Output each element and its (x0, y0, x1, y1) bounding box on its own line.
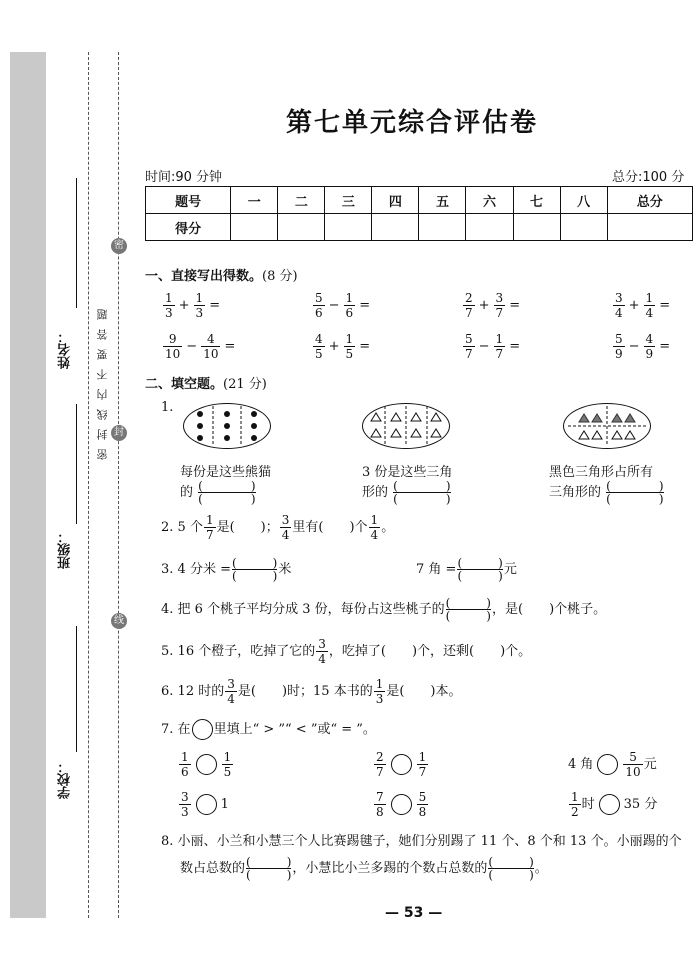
panda-icon (184, 404, 270, 448)
fraction: $\frac{1}{7}$ (205, 513, 214, 542)
compare-unit: 元 (643, 757, 657, 772)
score-table (145, 186, 693, 241)
score-input-cell[interactable] (607, 214, 692, 241)
q8-text: 。 (534, 861, 548, 876)
seal-xian-icon: 线 (111, 613, 127, 629)
circle-icon (192, 719, 213, 740)
name-write-line (76, 178, 77, 308)
q4-number: 4. (161, 602, 174, 617)
q8-number: 8. (161, 834, 174, 849)
q1a-text2: 的 (180, 485, 194, 500)
compare-circle[interactable] (196, 754, 217, 775)
fraction: $\frac{2}{7}$ (465, 291, 473, 320)
score-input-cell[interactable] (466, 214, 513, 241)
q7-text: 里填上“ > ”“ < ”或“ = ”。 (213, 722, 376, 737)
table-cell: 题号 (146, 187, 231, 214)
binding-note: 密封线内不要答题 (96, 300, 109, 460)
equals-sign: = (659, 339, 671, 354)
score-table-score-row (146, 214, 693, 241)
q4-text: 把 6 个桃子平均分成 3 份，每份占这些桃子的 (177, 602, 445, 617)
table-cell: 得分 (146, 214, 231, 241)
q7-number: 7. (161, 722, 174, 737)
q3a-unit: 米 (278, 562, 292, 577)
q8-text: ，小慧比小兰多踢的个数占总数的 (292, 861, 488, 876)
table-cell: 总分 (607, 187, 692, 214)
arith-problem (462, 292, 560, 319)
q6-text: 是( )时；15 本书的 (237, 684, 373, 699)
dashed-line (88, 52, 89, 918)
compare-text: 35 分 (623, 797, 658, 812)
dashed-line (118, 52, 119, 918)
score-input-cell[interactable] (372, 214, 419, 241)
operator: − (628, 339, 640, 354)
fraction: $\frac{5}{6}$ (315, 291, 323, 320)
q3a-text: 4 分米 = (177, 562, 231, 577)
operator: + (628, 298, 640, 313)
q3-number: 3. (161, 562, 174, 577)
q1a-line2 (180, 480, 257, 505)
arith-problem (312, 292, 410, 319)
section-title: 一、直接写出得数。 (145, 269, 263, 284)
q4 (161, 597, 606, 622)
triangle-icon (363, 404, 449, 448)
school-write-line (76, 626, 77, 752)
fraction: $\frac{3}{4}$ (227, 677, 235, 706)
score-input-cell[interactable] (560, 214, 607, 241)
arith-problem (162, 333, 275, 360)
fraction: $\frac{3}{7}$ (495, 291, 504, 320)
table-cell: 四 (372, 187, 419, 214)
fraction: $\frac{1}{7}$ (418, 750, 427, 779)
fraction: $\frac{5}{7}$ (465, 332, 473, 361)
table-cell: 三 (325, 187, 372, 214)
answer-fraction-blank[interactable]: ( ) ( ) (393, 479, 451, 506)
answer-fraction-blank[interactable]: ( ) ( ) (457, 556, 503, 583)
q2 (161, 514, 394, 541)
section-title: 二、填空题。 (145, 377, 224, 392)
compare-circle[interactable] (391, 754, 412, 775)
q1b-text2: 形的 (362, 485, 389, 500)
q5-text: ，吃掉了( )个，还剩( )个。 (328, 644, 532, 659)
equals-sign: = (509, 298, 521, 313)
fraction: $\frac{1}{3}$ (195, 291, 204, 320)
fraction: $\frac{3}{4}$ (318, 637, 326, 666)
table-cell: 二 (278, 187, 325, 214)
fraction: $\frac{1}{6}$ (345, 291, 354, 320)
q6-text: 是( )本。 (386, 684, 462, 699)
arith-problem (312, 333, 410, 360)
equals-sign: = (359, 339, 371, 354)
q1c-text2: 三角形的 (549, 485, 602, 500)
q1b-text1: 3 份是这些三角 (362, 465, 453, 480)
black-triangle-oval-figure (563, 403, 651, 449)
q5 (161, 638, 531, 665)
score-input-cell[interactable] (419, 214, 466, 241)
answer-fraction-blank[interactable]: ( ) ( ) (606, 479, 664, 506)
compare-item (568, 791, 657, 818)
compare-circle[interactable] (597, 754, 618, 775)
operator: − (478, 339, 490, 354)
equals-sign: = (659, 298, 671, 313)
section-points: (8 分) (262, 269, 298, 284)
q1b-line2 (362, 480, 452, 505)
name-label: 姓名： (58, 330, 73, 369)
exam-time: 时间:90 分钟 (145, 170, 223, 185)
q1c-text1: 黑色三角形占所有 (549, 465, 654, 480)
q6-text: 12 时的 (177, 684, 225, 699)
q1-number: 1. (161, 400, 174, 415)
q3b-text: 7 角 = (416, 562, 457, 577)
section2-heading (145, 373, 267, 392)
seal-mi-icon: 密 (111, 238, 127, 254)
fraction: $\frac{1}{3}$ (375, 677, 384, 706)
compare-item (373, 751, 429, 778)
fraction: $\frac{1}{6}$ (181, 750, 189, 779)
q6 (161, 678, 462, 705)
panda-oval-figure (183, 403, 271, 449)
fraction: $\frac{1}{5}$ (345, 332, 354, 361)
equals-sign: = (224, 339, 236, 354)
q3a (161, 557, 291, 582)
q7-text: 在 (177, 722, 191, 737)
q4-text: ，是( )个桃子。 (492, 602, 607, 617)
q2-text: 是( )； (216, 520, 279, 535)
fraction: $\frac{9}{10}$ (165, 332, 181, 361)
school-label: 学校： (58, 760, 73, 799)
compare-item (178, 751, 234, 778)
q7 (161, 718, 376, 740)
q3b-unit: 元 (503, 562, 517, 577)
fraction: $\frac{5}{9}$ (615, 332, 623, 361)
compare-text: 1 (220, 797, 229, 812)
page-title: 第七单元综合评估卷 (285, 108, 538, 138)
fraction: $\frac{1}{2}$ (571, 790, 579, 819)
binding-margin (10, 52, 46, 918)
equals-sign: = (359, 298, 371, 313)
q8-text: 数占总数的 (180, 861, 246, 876)
compare-item (178, 791, 229, 818)
section1-heading (145, 265, 298, 284)
fraction: $\frac{4}{10}$ (203, 332, 219, 361)
section-points: (21 分) (223, 377, 267, 392)
fraction: $\frac{7}{8}$ (376, 790, 384, 819)
answer-fraction-blank[interactable]: ( ) ( ) (488, 855, 534, 882)
answer-fraction-blank[interactable]: ( ) ( ) (445, 596, 491, 623)
equals-sign: = (509, 339, 521, 354)
operator: + (328, 339, 340, 354)
score-input-cell[interactable] (231, 214, 278, 241)
compare-unit: 时 (581, 797, 595, 812)
fraction: $\frac{5}{8}$ (418, 790, 427, 819)
q8-line2 (180, 856, 548, 881)
q2-text: 。 (381, 520, 395, 535)
table-cell: 六 (466, 187, 513, 214)
q1c-line2 (549, 480, 665, 505)
equals-sign: = (209, 298, 221, 313)
fraction: $\frac{1}{3}$ (165, 291, 173, 320)
arith-problem (162, 292, 260, 319)
table-cell: 一 (231, 187, 278, 214)
compare-item (373, 791, 429, 818)
compare-item (568, 751, 657, 778)
q8-line1 (161, 830, 682, 849)
fraction: $\frac{3}{3}$ (181, 790, 189, 819)
q5-text: 16 个橙子，吃掉了它的 (177, 644, 316, 659)
q1a-text1: 每份是这些熊猫 (180, 465, 272, 480)
arith-problem (612, 333, 700, 360)
operator: + (178, 298, 190, 313)
compare-circle[interactable] (391, 794, 412, 815)
arith-problem (612, 292, 700, 319)
score-input-cell[interactable] (325, 214, 372, 241)
page-number: — 53 — (385, 905, 443, 921)
answer-fraction-blank[interactable]: ( ) ( ) (198, 479, 256, 506)
answer-fraction-blank[interactable]: ( ) ( ) (231, 556, 278, 583)
fraction: $\frac{3}{4}$ (615, 291, 623, 320)
compare-circle[interactable] (599, 794, 620, 815)
arith-problem (462, 333, 560, 360)
fraction: $\frac{5}{10}$ (625, 750, 641, 779)
operator: − (328, 298, 340, 313)
class-label: 班级： (58, 530, 73, 569)
exam-total: 总分:100 分 (612, 170, 685, 185)
fraction: $\frac{3}{4}$ (281, 513, 290, 542)
q6-number: 6. (161, 684, 174, 699)
operator: − (186, 339, 198, 354)
table-cell: 八 (560, 187, 607, 214)
class-write-line (76, 404, 77, 524)
fraction: $\frac{4}{9}$ (645, 332, 654, 361)
fraction: $\frac{1}{7}$ (495, 332, 504, 361)
table-cell: 五 (419, 187, 466, 214)
q2-text: 里有( )个 (292, 520, 368, 535)
triangle-oval-figure (362, 403, 450, 449)
fraction: $\frac{1}{4}$ (645, 291, 654, 320)
score-table-header-row (146, 187, 693, 214)
fraction: $\frac{2}{7}$ (376, 750, 384, 779)
operator: + (478, 298, 490, 313)
black-triangle-icon (564, 404, 650, 448)
fraction: $\frac{1}{4}$ (370, 513, 379, 542)
table-cell: 七 (513, 187, 560, 214)
q2-text: 5 个 (177, 520, 203, 535)
score-input-cell[interactable] (278, 214, 325, 241)
compare-text: 4 角 (568, 757, 594, 772)
q3b (416, 557, 517, 582)
q8-text: 小丽、小兰和小慧三个人比赛踢毽子，她们分别踢了 11 个、8 个和 13 个。小丽踢的个 (177, 834, 682, 849)
seal-feng-icon: 封 (111, 425, 127, 441)
q2-number: 2. (161, 520, 174, 535)
q5-number: 5. (161, 644, 174, 659)
fraction: $\frac{1}{5}$ (223, 750, 232, 779)
compare-circle[interactable] (196, 794, 217, 815)
fraction: $\frac{4}{5}$ (315, 332, 323, 361)
score-input-cell[interactable] (513, 214, 560, 241)
answer-fraction-blank[interactable]: ( ) ( ) (246, 855, 292, 882)
